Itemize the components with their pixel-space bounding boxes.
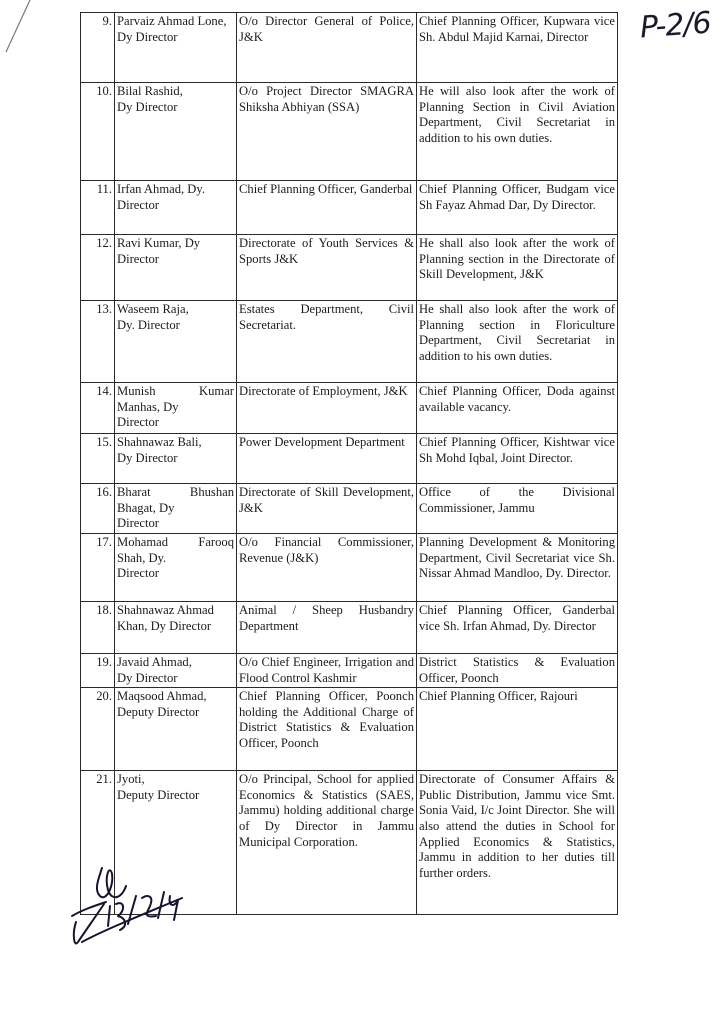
posted-to: Chief Planning Officer, Ganderbal vice Sh. Irfan Ahmad, Dy. Director [417, 602, 618, 654]
serial-number: 13. [81, 301, 115, 383]
table-row [81, 383, 618, 434]
officer-designation: Khan, Dy Director [117, 618, 212, 633]
officer-designation: Dy Director [117, 670, 178, 685]
table-row [81, 484, 618, 534]
table-row [81, 83, 618, 181]
serial-number: 19. [81, 654, 115, 688]
posted-from: O/o Financial Commissioner, Revenue (J&K) [237, 534, 417, 602]
posted-to: He will also look after the work of Planning Section in Civil Aviation Department, Civil Secretariat in addition to his own duties. [417, 83, 618, 181]
posted-from: Estates Department, Civil Secretariat. [237, 301, 417, 383]
serial-number: 18. [81, 602, 115, 654]
officer-name: Irfan Ahmad, Dy. [117, 182, 206, 196]
serial-number: 20. [81, 688, 115, 771]
officer-designation: Dy Director [117, 450, 178, 465]
serial-number: 9. [81, 13, 115, 83]
posted-to: Chief Planning Officer, Budgam vice Sh Fayaz Ahmad Dar, Dy Director. [417, 181, 618, 235]
table-row [81, 181, 618, 235]
posted-to: Office of the Divisional Commissioner, Jammu [417, 484, 618, 534]
table-row [81, 235, 618, 301]
posted-to: Chief Planning Officer, Kishtwar vice Sh Mohd Iqbal, Joint Director. [417, 434, 618, 484]
serial-number: 15. [81, 434, 115, 484]
officer-cell [115, 688, 237, 771]
officer-name: Waseem Raja, [117, 302, 189, 316]
posted-from: Animal / Sheep Husbandry Department [237, 602, 417, 654]
posted-from: Directorate of Skill Development, J&K [237, 484, 417, 534]
posted-to: Chief Planning Officer, Kupwara vice Sh. Abdul Majid Karnai, Director [417, 13, 618, 83]
officer-designation: Dy Director [117, 29, 178, 44]
table-row [81, 534, 618, 602]
table-row [81, 434, 618, 484]
table-row [81, 688, 618, 771]
officer-designation: Director [117, 197, 159, 212]
officer-designation: Dy Director [117, 99, 178, 114]
posted-from: Directorate of Employment, J&K [237, 383, 417, 434]
officer-designation: Deputy Director [117, 704, 200, 719]
scan-corner-mark [0, 0, 60, 60]
officer-designation: Director [117, 251, 159, 266]
officer-name: Mohamad Farooq Shah, Dy. [117, 535, 234, 565]
officer-designation: Director [117, 516, 159, 531]
serial-number: 16. [81, 484, 115, 534]
officer-cell [115, 301, 237, 383]
officer-name: Jyoti, [117, 772, 145, 787]
table-row [81, 602, 618, 654]
posted-to: Chief Planning Officer, Doda against available vacancy. [417, 383, 618, 434]
serial-number: 17. [81, 534, 115, 602]
officer-cell [115, 13, 237, 83]
posted-from: Power Development Department [237, 434, 417, 484]
table-row [81, 13, 618, 83]
officer-cell [115, 534, 237, 602]
posted-from: Directorate of Youth Services & Sports J&K [237, 235, 417, 301]
officer-cell [115, 484, 237, 534]
officer-cell [115, 83, 237, 181]
table-row [81, 301, 618, 383]
serial-number: 10. [81, 83, 115, 181]
table-body [81, 13, 618, 915]
officer-designation: Director [117, 566, 159, 581]
officer-name: Javaid Ahmad, [117, 655, 192, 669]
posted-to: Directorate of Consumer Affairs & Public Distribution, Jammu vice Smt. Sonia Vaid, I/c Joint Director. She will also attend the duties in School for Applied Economics & Statistics, Jammu in addition to her duties till further orders. [417, 771, 618, 915]
officer-name: Parvaiz Ahmad Lone, [117, 14, 227, 28]
posted-to: He shall also look after the work of Planning section in the Directorate of Skill Development, J&K [417, 235, 618, 301]
serial-number: 11. [81, 181, 115, 235]
posted-to: Planning Development & Monitoring Department, Civil Secretariat vice Sh. Nissar Ahmad Mandloo, Dy. Director. [417, 534, 618, 602]
posted-from: Chief Planning Officer, Poonch holding the Additional Charge of District Statistics & Evaluation Officer, Poonch [237, 688, 417, 771]
officer-name: Ravi Kumar, Dy [117, 236, 201, 250]
officer-name: Shahnawaz Ahmad [117, 603, 214, 617]
posted-from: O/o Director General of Police, J&K [237, 13, 417, 83]
officer-cell [115, 654, 237, 688]
serial-number: 21. [81, 771, 115, 915]
officer-name: Bilal Rashid, [117, 84, 183, 98]
posted-from: Chief Planning Officer, Ganderbal [237, 181, 417, 235]
officer-cell [115, 383, 237, 434]
serial-number: 14. [81, 383, 115, 434]
posted-to: Chief Planning Officer, Rajouri [417, 688, 618, 771]
posted-to: He shall also look after the work of Planning section in Floriculture Department, Civil Secretariat in addition to his own duties. [417, 301, 618, 383]
posted-from: O/o Project Director SMAGRA Shiksha Abhiyan (SSA) [237, 83, 417, 181]
posted-from: O/o Principal, School for applied Economics & Statistics (SAES, Jammu) holding additional charge of Dy Director in Jammu Municipal Corporation. [237, 771, 417, 915]
handwritten-signature [64, 846, 214, 956]
officer-name: Bharat Bhushan Bhagat, Dy [117, 485, 234, 515]
officer-name: Shahnawaz Bali, [117, 435, 202, 449]
page-number-handwritten: P-2/6 [638, 5, 712, 46]
officer-cell [115, 235, 237, 301]
officer-designation: Dy. Director [117, 317, 180, 332]
officer-cell [115, 602, 237, 654]
officer-cell [115, 181, 237, 235]
officer-name: Maqsood Ahmad, [117, 689, 207, 704]
officer-name: Munish Kumar Manhas, Dy [117, 384, 234, 414]
posted-from: O/o Chief Engineer, Irrigation and Flood Control Kashmir [237, 654, 417, 688]
officer-designation: Director [117, 415, 159, 430]
table-row [81, 654, 618, 688]
transfer-orders-table [80, 12, 618, 915]
officer-cell [115, 434, 237, 484]
posted-to: District Statistics & Evaluation Officer, Poonch [417, 654, 618, 688]
serial-number: 12. [81, 235, 115, 301]
officer-designation: Deputy Director [117, 787, 200, 802]
